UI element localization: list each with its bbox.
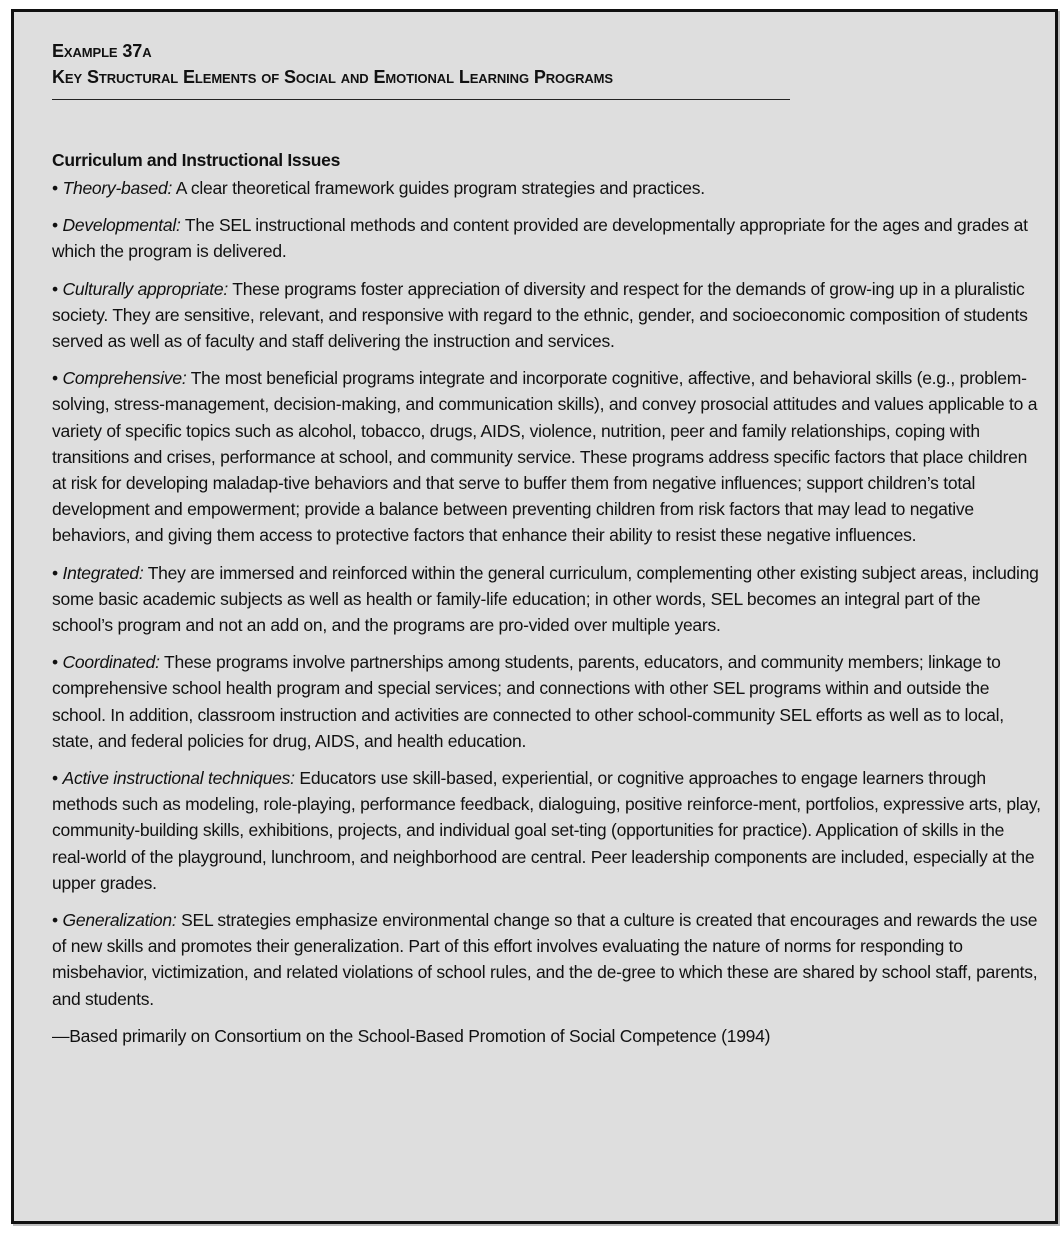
list-item xyxy=(52,276,1042,355)
item-text: They are immersed and reinforced within the general curriculum, complementing other existing subject areas, including some basic academic subjects as well as health or family-life education; in other words, SEL becomes an integral part of the school’s program and not an add on, and the programs are pro-vided over multiple years. xyxy=(52,562,1039,636)
item-term: Integrated: xyxy=(62,562,144,583)
item-text: SEL strategies emphasize environmental change so that a culture is created that encourages and rewards the use of new skills and promotes their generalization. Part of this effort involves evaluating the nature of norms for responding to misbehavior, victimization, and related violations of school rules, and the de-gree to which these are shared by school staff, parents, and students. xyxy=(52,910,1038,1009)
title-divider xyxy=(52,99,790,100)
item-text: The most beneficial programs integrate and incorporate cognitive, affective, and behavioral skills (e.g., problem-solving, stress-management, decision-making, and communication skills), and convey prosocial attitudes and values applicable to a variety of specific topics such as alcohol, tobacco, drugs, AIDS, violence, nutrition, peer and family relationships, coping with transitions and crises, performance at school, and community service. These programs address specific factors that place children at risk for developing maladap-tive behaviors and that serve to buffer them from negative influences; support children’s total development and empowerment; provide a balance between preventing children from risk factors that may lead to negative behaviors, and giving them access to protective factors that enhance their ability to resist these negative influences. xyxy=(52,368,1038,546)
bullet-icon: • xyxy=(52,562,58,583)
item-text: These programs foster appreciation of diversity and respect for the demands of grow-ing up in a pluralistic society. They are sensitive, relevant, and responsive with regard to the ethnic, gender, and socioeconomic composition of students served as well as of faculty and staff delivering the instruction and services. xyxy=(52,278,1028,352)
list-item xyxy=(52,175,1042,201)
list-item xyxy=(52,560,1042,639)
item-term: Culturally appropriate: xyxy=(62,278,228,299)
item-term: Developmental: xyxy=(62,215,181,236)
list-item xyxy=(52,765,1042,896)
content xyxy=(52,149,1042,1049)
example-box xyxy=(11,9,1058,1224)
item-text: Educators use skill-based, experiential, or cognitive approaches to engage learners through methods such as modeling, role-playing, performance feedback, dialoguing, positive reinforce-ment, portfolios, expressive arts, play, community-building skills, exhibitions, projects, and individual goal set-ting (opportunities for practice). Application of skills in the real-world of the playground, lunchroom, and neighborhood are central. Peer leadership components are included, especially at the upper grades. xyxy=(52,768,1041,893)
item-term: Coordinated: xyxy=(62,652,160,673)
item-text: The SEL instructional methods and content provided are developmentally appropriate for the ages and grades at which the program is delivered. xyxy=(52,215,1028,262)
bullet-icon: • xyxy=(52,178,58,198)
list-item xyxy=(52,649,1042,754)
bullet-icon: • xyxy=(52,768,58,789)
item-text: A clear theoretical framework guides program strategies and practices. xyxy=(172,178,705,198)
bullet-icon: • xyxy=(52,368,58,389)
item-text: These programs involve partnerships among students, parents, educators, and community members; linkage to comprehensive school health program and special services; and connections with other SEL programs within and outside the school. In addition, classroom instruction and activities are connected to other school-community SEL efforts as well as to local, state, and federal policies for drug, AIDS, and health education. xyxy=(52,652,1004,751)
bullet-icon: • xyxy=(52,652,58,673)
list-item xyxy=(52,907,1042,1012)
list-item xyxy=(52,365,1042,548)
source-citation: —Based primarily on Consortium on the School-Based Promotion of Social Competence (1994) xyxy=(52,1025,771,1046)
bullet-icon: • xyxy=(52,910,58,931)
item-term: Comprehensive: xyxy=(62,368,187,389)
page-title: Key Structural Elements of Social and Emotional Learning Programs xyxy=(52,67,613,87)
bullet-icon: • xyxy=(52,215,58,236)
bullet-icon: • xyxy=(52,278,58,299)
list-item xyxy=(52,212,1042,264)
title-block xyxy=(52,38,613,90)
item-term: Active instructional techniques: xyxy=(62,768,295,789)
item-term: Generalization: xyxy=(62,910,177,931)
item-term: Theory-based: xyxy=(62,178,173,198)
example-label: Example 37a xyxy=(52,41,152,61)
section-heading: Curriculum and Instructional Issues xyxy=(52,150,341,170)
